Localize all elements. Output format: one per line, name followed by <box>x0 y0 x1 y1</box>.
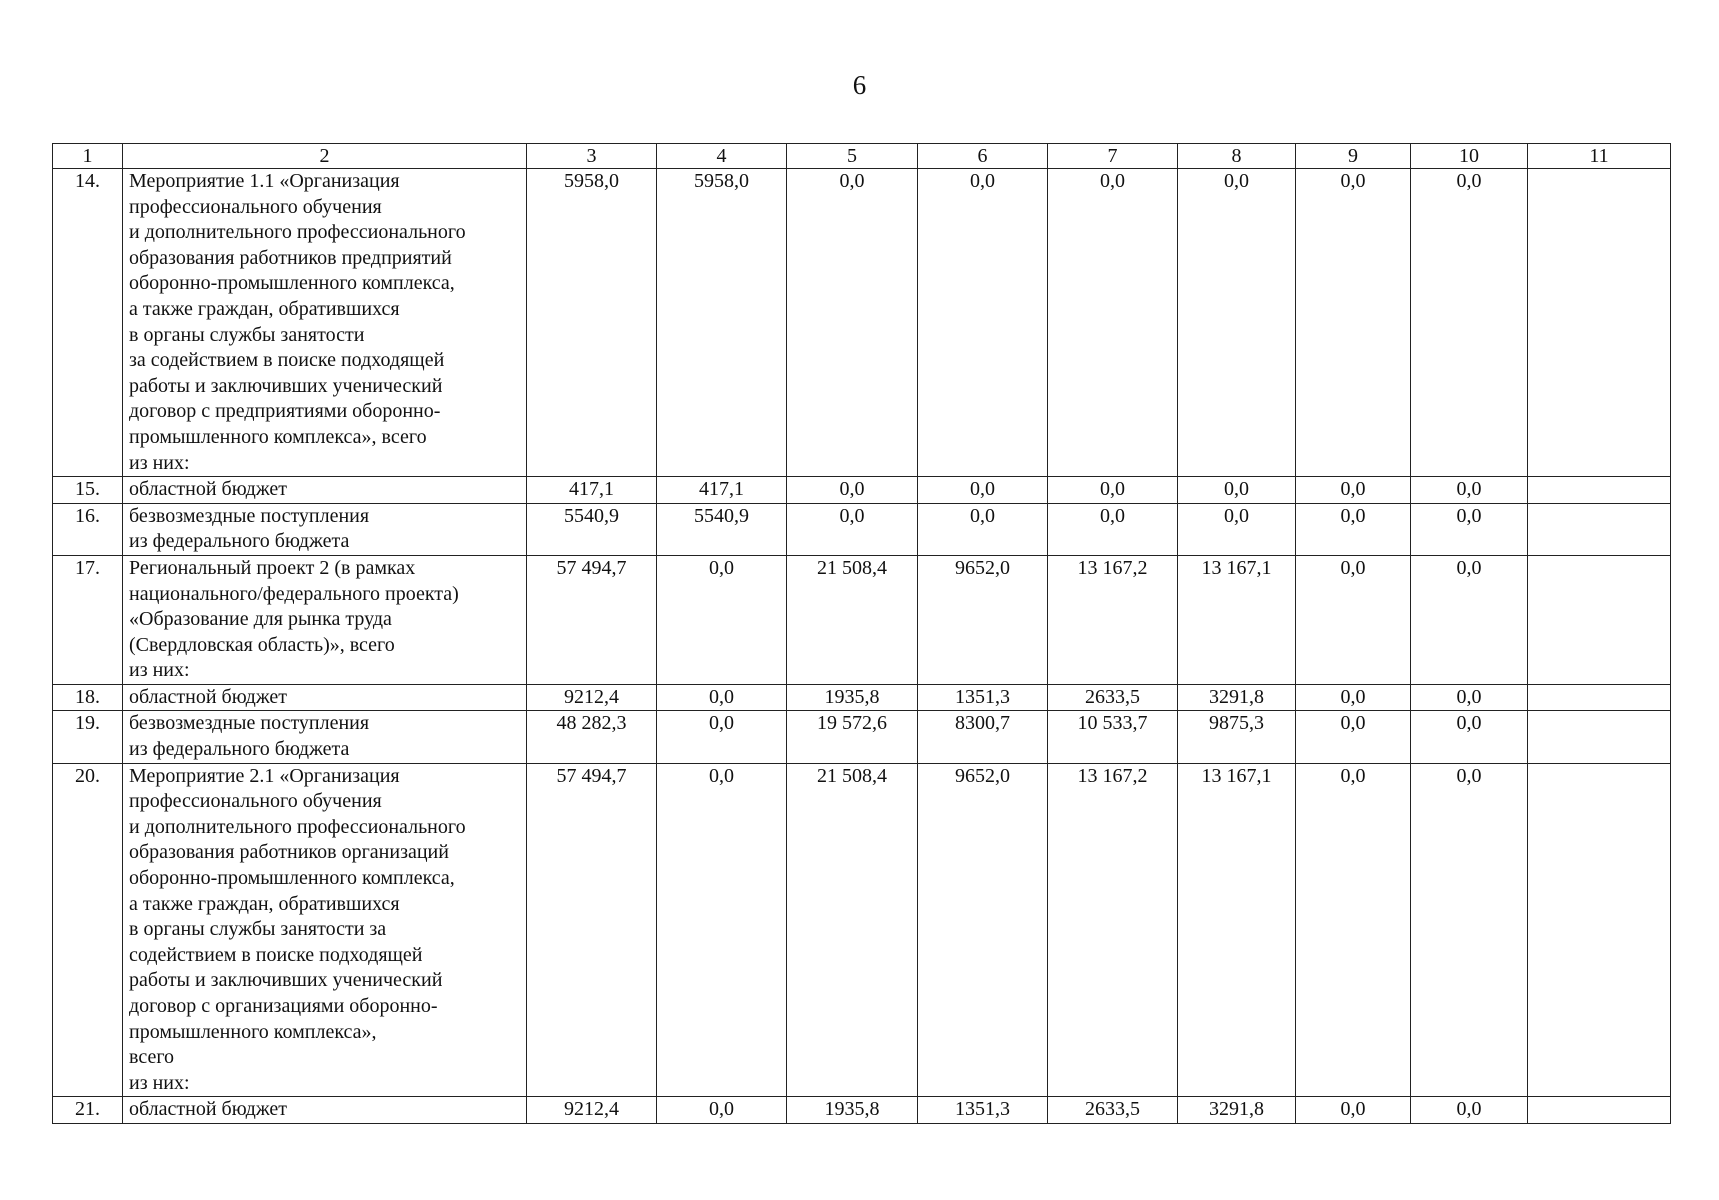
value-cell-col-9: 0,0 <box>1296 477 1411 504</box>
table-row <box>53 684 1671 711</box>
value-cell-col-3: 9212,4 <box>527 684 657 711</box>
value-cell-col-7: 0,0 <box>1048 477 1178 504</box>
value-cell-col-5: 0,0 <box>787 503 918 555</box>
value-cell-col-6: 0,0 <box>918 477 1048 504</box>
value-cell-col-11 <box>1528 477 1671 504</box>
value-cell-col-8: 13 167,1 <box>1178 763 1296 1097</box>
value-cell-col-10: 0,0 <box>1411 1097 1528 1124</box>
table-row <box>53 503 1671 555</box>
value-cell-col-5: 21 508,4 <box>787 763 918 1097</box>
table-row <box>53 1097 1671 1124</box>
value-cell-col-4: 5540,9 <box>657 503 787 555</box>
row-number-cell: 16. <box>53 503 123 555</box>
value-cell-col-6: 0,0 <box>918 503 1048 555</box>
value-cell-col-10: 0,0 <box>1411 763 1528 1097</box>
row-number-cell: 18. <box>53 684 123 711</box>
row-description-cell: Мероприятие 1.1 «Организация профессионального обучения и дополнительного профессионального образования работников предприятий оборонно-промышленного комплекса, а также граждан, обратившихся в органы службы занятости за содействием в поиске подходящей работы и заключивших ученический договор с предприятиями оборонно- промышленного комплекса», всего из них: <box>123 169 527 477</box>
value-cell-col-6: 8300,7 <box>918 711 1048 763</box>
value-cell-col-7: 2633,5 <box>1048 1097 1178 1124</box>
column-header-8: 8 <box>1178 144 1296 169</box>
value-cell-col-3: 5540,9 <box>527 503 657 555</box>
row-number-cell: 17. <box>53 555 123 684</box>
value-cell-col-4: 0,0 <box>657 763 787 1097</box>
row-description-cell: безвозмездные поступления из федерального бюджета <box>123 711 527 763</box>
value-cell-col-9: 0,0 <box>1296 1097 1411 1124</box>
value-cell-col-4: 5958,0 <box>657 169 787 477</box>
value-cell-col-11 <box>1528 555 1671 684</box>
row-number-cell: 14. <box>53 169 123 477</box>
row-description-cell: областной бюджет <box>123 1097 527 1124</box>
value-cell-col-7: 13 167,2 <box>1048 555 1178 684</box>
value-cell-col-6: 1351,3 <box>918 1097 1048 1124</box>
row-description-cell: безвозмездные поступления из федерального бюджета <box>123 503 527 555</box>
row-number-cell: 20. <box>53 763 123 1097</box>
table-row <box>53 711 1671 763</box>
value-cell-col-10: 0,0 <box>1411 503 1528 555</box>
value-cell-col-4: 0,0 <box>657 711 787 763</box>
row-description-cell: Мероприятие 2.1 «Организация профессионального обучения и дополнительного профессионального образования работников организаций оборонно-промышленного комплекса, а также граждан, обратившихся в органы службы занятости за содействием в поиске подходящей работы и заключивших ученический договор с организациями оборонно- промышленного комплекса», всего из них: <box>123 763 527 1097</box>
value-cell-col-8: 0,0 <box>1178 169 1296 477</box>
value-cell-col-3: 5958,0 <box>527 169 657 477</box>
value-cell-col-9: 0,0 <box>1296 503 1411 555</box>
value-cell-col-8: 0,0 <box>1178 503 1296 555</box>
value-cell-col-3: 57 494,7 <box>527 555 657 684</box>
table-header <box>53 144 1671 169</box>
column-header-2: 2 <box>123 144 527 169</box>
value-cell-col-7: 2633,5 <box>1048 684 1178 711</box>
value-cell-col-7: 13 167,2 <box>1048 763 1178 1097</box>
value-cell-col-8: 9875,3 <box>1178 711 1296 763</box>
table-row <box>53 763 1671 1097</box>
value-cell-col-10: 0,0 <box>1411 169 1528 477</box>
value-cell-col-9: 0,0 <box>1296 711 1411 763</box>
value-cell-col-11 <box>1528 763 1671 1097</box>
value-cell-col-7: 0,0 <box>1048 503 1178 555</box>
value-cell-col-10: 0,0 <box>1411 477 1528 504</box>
column-header-5: 5 <box>787 144 918 169</box>
value-cell-col-6: 9652,0 <box>918 763 1048 1097</box>
value-cell-col-5: 0,0 <box>787 169 918 477</box>
value-cell-col-8: 0,0 <box>1178 477 1296 504</box>
value-cell-col-3: 48 282,3 <box>527 711 657 763</box>
value-cell-col-3: 57 494,7 <box>527 763 657 1097</box>
value-cell-col-3: 417,1 <box>527 477 657 504</box>
column-header-3: 3 <box>527 144 657 169</box>
column-header-9: 9 <box>1296 144 1411 169</box>
row-description-cell: Региональный проект 2 (в рамках национального/федерального проекта) «Образование для рынка труда (Свердловская область)», всего из них: <box>123 555 527 684</box>
value-cell-col-10: 0,0 <box>1411 711 1528 763</box>
value-cell-col-5: 1935,8 <box>787 684 918 711</box>
table-row <box>53 477 1671 504</box>
row-number-cell: 15. <box>53 477 123 504</box>
table-row <box>53 555 1671 684</box>
row-number-cell: 19. <box>53 711 123 763</box>
value-cell-col-9: 0,0 <box>1296 684 1411 711</box>
column-header-1: 1 <box>53 144 123 169</box>
column-header-6: 6 <box>918 144 1048 169</box>
value-cell-col-7: 0,0 <box>1048 169 1178 477</box>
value-cell-col-3: 9212,4 <box>527 1097 657 1124</box>
value-cell-col-11 <box>1528 711 1671 763</box>
column-header-10: 10 <box>1411 144 1528 169</box>
value-cell-col-8: 3291,8 <box>1178 1097 1296 1124</box>
value-cell-col-4: 417,1 <box>657 477 787 504</box>
value-cell-col-9: 0,0 <box>1296 555 1411 684</box>
value-cell-col-10: 0,0 <box>1411 555 1528 684</box>
value-cell-col-11 <box>1528 169 1671 477</box>
row-description-cell: областной бюджет <box>123 684 527 711</box>
page-number: 6 <box>852 70 867 100</box>
value-cell-col-5: 21 508,4 <box>787 555 918 684</box>
value-cell-col-9: 0,0 <box>1296 763 1411 1097</box>
column-header-11: 11 <box>1528 144 1671 169</box>
row-number-cell: 21. <box>53 1097 123 1124</box>
value-cell-col-4: 0,0 <box>657 684 787 711</box>
table-body <box>53 169 1671 1124</box>
value-cell-col-11 <box>1528 684 1671 711</box>
column-header-4: 4 <box>657 144 787 169</box>
value-cell-col-7: 10 533,7 <box>1048 711 1178 763</box>
value-cell-col-6: 0,0 <box>918 169 1048 477</box>
value-cell-col-8: 13 167,1 <box>1178 555 1296 684</box>
value-cell-col-4: 0,0 <box>657 555 787 684</box>
value-cell-col-9: 0,0 <box>1296 169 1411 477</box>
budget-table <box>52 143 1671 1124</box>
column-header-7: 7 <box>1048 144 1178 169</box>
value-cell-col-6: 9652,0 <box>918 555 1048 684</box>
column-number-row <box>53 144 1671 169</box>
value-cell-col-10: 0,0 <box>1411 684 1528 711</box>
value-cell-col-5: 1935,8 <box>787 1097 918 1124</box>
value-cell-col-4: 0,0 <box>657 1097 787 1124</box>
value-cell-col-5: 19 572,6 <box>787 711 918 763</box>
table-row <box>53 169 1671 477</box>
value-cell-col-5: 0,0 <box>787 477 918 504</box>
row-description-cell: областной бюджет <box>123 477 527 504</box>
value-cell-col-11 <box>1528 503 1671 555</box>
value-cell-col-8: 3291,8 <box>1178 684 1296 711</box>
value-cell-col-6: 1351,3 <box>918 684 1048 711</box>
value-cell-col-11 <box>1528 1097 1671 1124</box>
